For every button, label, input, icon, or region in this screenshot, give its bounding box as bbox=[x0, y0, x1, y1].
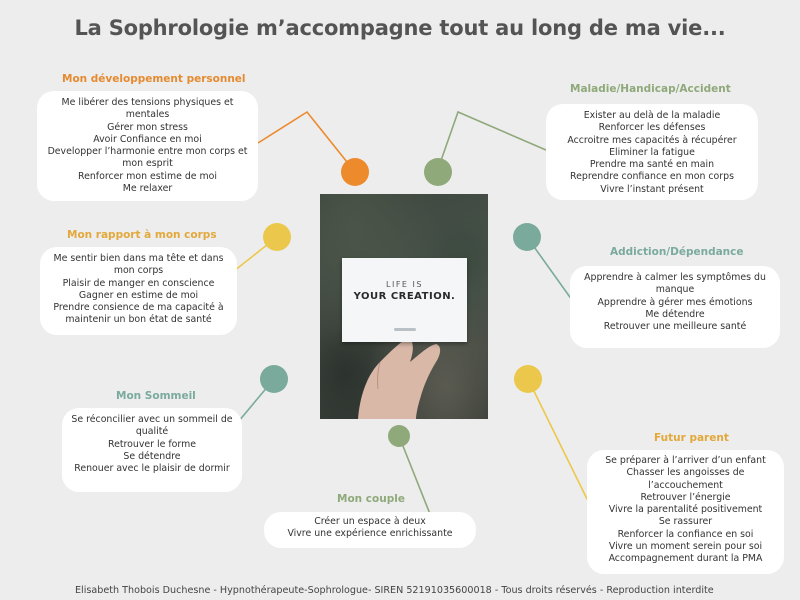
category-title-maladie: Maladie/Handicap/Accident bbox=[570, 83, 731, 95]
item-list-sommeil bbox=[70, 414, 234, 475]
center-photo bbox=[320, 194, 488, 419]
list-item: Me relaxer bbox=[122, 183, 173, 195]
connector-maladie bbox=[437, 112, 546, 172]
list-item: Me sentir bien dans ma tête et dans mon corps bbox=[53, 253, 224, 277]
list-item: Apprendre à gérer mes émotions bbox=[597, 296, 753, 308]
category-box-corps bbox=[40, 247, 237, 335]
item-list-developpement bbox=[45, 97, 250, 195]
list-item: Renouer avec le plaisir de dormir bbox=[74, 463, 230, 475]
list-item: Me libérer des tensions physiques et mentales bbox=[61, 97, 234, 121]
list-item: Developper l’harmonie entre mon corps et mon esprit bbox=[47, 146, 248, 170]
category-box-maladie bbox=[546, 104, 758, 200]
list-item: Gérer mon stress bbox=[107, 121, 188, 133]
list-item: Se réconcilier avec un sommeil de qualité bbox=[71, 414, 233, 438]
card-line1: LIFE IS bbox=[386, 280, 423, 289]
list-item: Vivre la parentalité positivement bbox=[608, 504, 763, 516]
category-title-couple: Mon couple bbox=[337, 493, 405, 505]
list-item: Prendre consience de ma capacité à maintenir un bon état de santé bbox=[53, 302, 224, 326]
category-box-sommeil bbox=[62, 408, 242, 492]
list-item: Se préparer à l’arriver d’un enfant bbox=[605, 455, 766, 466]
list-item: Renforcer mon estime de moi bbox=[77, 170, 218, 182]
list-item: Retrouver l’énergie bbox=[640, 491, 731, 503]
page-title: La Sophrologie m’accompagne tout au long de ma vie... bbox=[74, 16, 726, 40]
dot-corps bbox=[263, 223, 291, 251]
item-list-maladie bbox=[554, 110, 750, 196]
dot-futur bbox=[514, 365, 542, 393]
item-list-addiction bbox=[578, 272, 772, 333]
connector-futur bbox=[528, 379, 590, 505]
list-item: Chasser les angoisses de l’accouchement bbox=[626, 467, 745, 491]
category-title-sommeil: Mon Sommeil bbox=[116, 390, 196, 402]
list-item: Eliminer la fatigue bbox=[609, 146, 695, 158]
list-item: Accompagnement durant la PMA bbox=[608, 553, 763, 565]
category-box-addiction bbox=[570, 266, 780, 348]
category-title-addiction: Addiction/Dépendance bbox=[610, 246, 744, 258]
dot-sommeil bbox=[260, 365, 288, 393]
list-item: Créer un espace à deux bbox=[314, 516, 426, 527]
list-item: Prendre ma santé en main bbox=[589, 159, 715, 171]
life-card bbox=[342, 258, 467, 342]
list-item: Accroitre mes capacités à récupérer bbox=[567, 134, 737, 146]
list-item: Vivre une expérience enrichissante bbox=[287, 528, 453, 540]
list-item: Exister au delà de la maladie bbox=[583, 110, 721, 121]
card-logo-icon bbox=[394, 328, 416, 331]
dot-couple bbox=[388, 425, 410, 447]
connector-developpement bbox=[258, 112, 355, 172]
list-item: Retrouver une meilleure santé bbox=[603, 321, 747, 333]
list-item: Plaisir de manger en conscience bbox=[62, 277, 215, 289]
list-item: Renforcer les défenses bbox=[598, 122, 706, 134]
list-item: Avoir Confiance en moi bbox=[93, 133, 202, 145]
list-item: Retrouver le forme bbox=[108, 438, 196, 450]
list-item: Gagner en estime de moi bbox=[78, 289, 199, 301]
dot-addiction bbox=[513, 223, 541, 251]
category-box-developpement bbox=[37, 91, 258, 201]
category-title-developpement: Mon développement personnel bbox=[62, 73, 246, 85]
card-line2: YOUR CREATION. bbox=[353, 291, 456, 302]
list-item: Vivre un moment serein pour soi bbox=[608, 541, 763, 553]
item-list-corps bbox=[48, 253, 229, 327]
item-list-couple bbox=[272, 516, 468, 541]
list-item: Renforcer la confiance en soi bbox=[617, 528, 754, 540]
list-item: Vivre l’instant présent bbox=[600, 183, 704, 195]
list-item: Apprendre à calmer les symptômes du manque bbox=[584, 272, 766, 296]
category-title-futur: Futur parent bbox=[654, 432, 729, 444]
list-item: Se détendre bbox=[123, 450, 181, 462]
dot-maladie bbox=[424, 158, 452, 186]
footer-credit: Elisabeth Thobois Duchesne - Hypnothérapeute-Sophrologue- SIREN 52191035600018 - Tous droits réservés - Reproduction interdite bbox=[75, 585, 714, 596]
category-box-couple bbox=[264, 512, 476, 548]
list-item: Se rassurer bbox=[658, 516, 713, 528]
dot-developpement bbox=[341, 158, 369, 186]
item-list-futur bbox=[595, 455, 776, 566]
category-title-corps: Mon rapport à mon corps bbox=[67, 229, 217, 241]
list-item: Me détendre bbox=[645, 308, 705, 320]
category-box-futur bbox=[587, 450, 784, 574]
list-item: Reprendre confiance en mon corps bbox=[570, 171, 734, 183]
